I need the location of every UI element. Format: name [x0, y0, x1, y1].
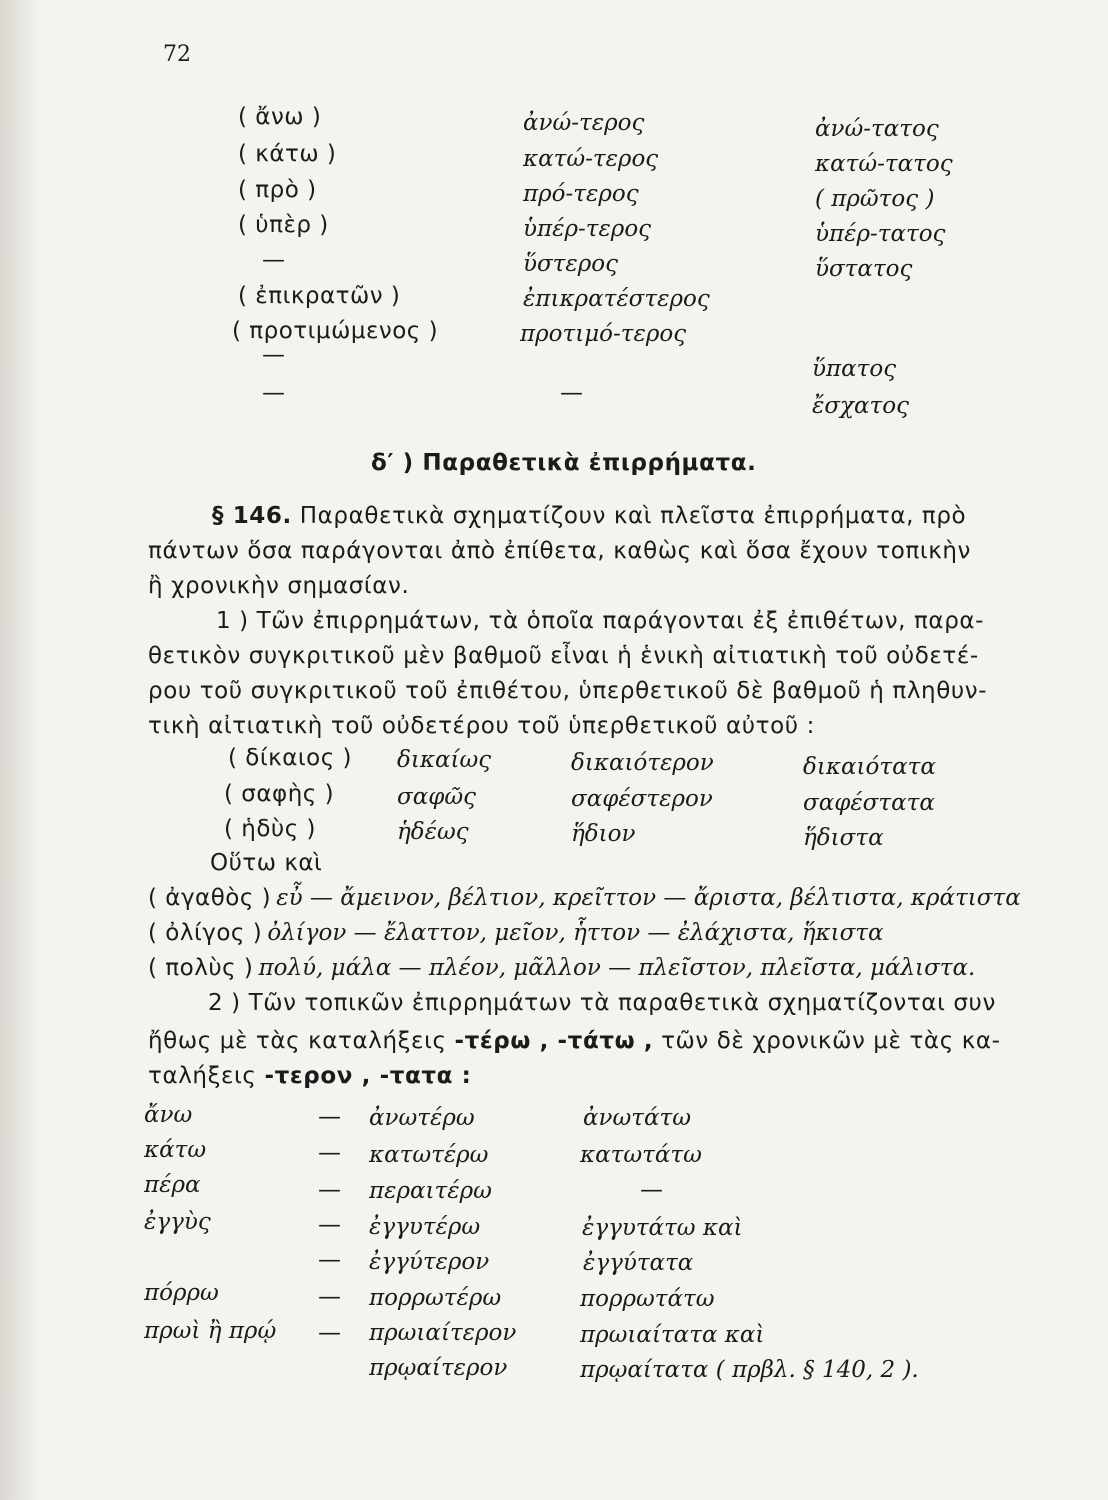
table-cell-adverb: σαφῶς — [397, 784, 476, 810]
table-cell-dash: — — [318, 1140, 342, 1166]
table-cell-dash: — — [318, 1247, 342, 1273]
table-cell-superlative: κατώ-τατος — [815, 151, 953, 177]
paragraph-1-line: θετικὸν συγκριτικοῦ μὲν βαθμοῦ εἶναι ἡ ἑνικὴ αἰτιατικὴ τοῦ οὐδετέ- — [148, 643, 979, 669]
table-cell-comparative: περαιτέρω — [369, 1178, 492, 1204]
irregular-row — [148, 955, 975, 981]
table-cell-comparative: — — [560, 380, 584, 406]
table-cell-base: ( πρὸ ) — [238, 177, 317, 203]
table-cell-dash: — — [318, 1177, 342, 1203]
table-cell-superlative: ὕπατος — [812, 356, 897, 382]
table-cell-superlative: ἥδιστα — [803, 825, 884, 851]
table-cell-comparative: πρωιαίτερον — [369, 1320, 517, 1346]
paragraph-146-text: Παραθετικὰ σχηματίζουν καὶ πλεῖστα ἐπιρρήματα, πρὸ — [291, 503, 967, 529]
table-cell-base: κάτω — [144, 1137, 207, 1163]
page-number: 72 — [163, 42, 191, 67]
table-cell-base: ( κάτω ) — [238, 141, 337, 167]
table-cell-superlative: ἐγγυτάτω καὶ — [582, 1215, 743, 1241]
table-cell-superlative: σαφέστατα — [803, 790, 935, 816]
table-cell-superlative: ἔσχατος — [812, 393, 909, 419]
table-cell-base: ( προτιμώμενος ) — [232, 318, 439, 344]
table-cell-dash: — — [318, 1212, 342, 1238]
table-cell-base: ( ὑπὲρ ) — [238, 212, 329, 238]
table-cell-comparative: προτιμό-τερος — [520, 321, 687, 347]
paragraph-2-text: ἤθως μὲ τὰς καταλήξεις — [148, 1028, 455, 1054]
table-cell-adverb: δικαίως — [397, 747, 492, 773]
table-cell-superlative: ἀνώ-τατος — [815, 116, 939, 142]
table-cell-comparative: ἥδιον — [571, 821, 636, 847]
table-cell-comparative: ἐγγύτερον — [369, 1249, 490, 1275]
table-cell-comparative: ἐγγυτέρω — [369, 1214, 481, 1240]
table-cell-base: ἄνω — [144, 1102, 193, 1128]
table-cell-base: — — [262, 380, 286, 406]
table-cell-comparative: πρῳαίτερον — [369, 1355, 508, 1381]
table-cell-base: πρωὶ ἢ πρῴ — [144, 1318, 277, 1344]
table-cell-superlative: — — [640, 1177, 664, 1203]
table-cell-superlative: δικαιότατα — [803, 754, 936, 780]
table-cell-base: — — [262, 247, 286, 273]
table-cell-comparative: κατωτέρω — [369, 1142, 489, 1168]
table-cell-base: — — [262, 342, 286, 368]
paragraph-1-line: ρου τοῦ συγκριτικοῦ τοῦ ἐπιθέτου, ὑπερθετικοῦ δὲ βαθμοῦ ἡ πληθυν- — [148, 678, 988, 704]
paragraph-146-line: ἢ χρονικὴν σημασίαν. — [148, 573, 410, 599]
table-cell-superlative: ὕστατος — [815, 256, 913, 282]
table-cell-superlative: ἐγγύτατα — [583, 1250, 694, 1276]
table-cell-comparative: σαφέστερον — [571, 786, 713, 812]
table-cell-comparative: ἀνωτέρω — [369, 1105, 475, 1131]
irregular-adjective: ( πολὺς ) — [148, 955, 254, 981]
irregular-row — [148, 885, 1021, 911]
table-cell-base: πέρα — [144, 1172, 201, 1198]
paragraph-2-text: ταλήξεις — [148, 1063, 265, 1089]
table-cell-superlative: πρωιαίτατα καὶ — [580, 1322, 765, 1348]
paragraph-1-line: 1 ) Τῶν ἐπιρρημάτων, τὰ ὁποῖα παράγονται ἐξ ἐπιθέτων, παρα- — [216, 608, 985, 634]
table-cell-dash: — — [318, 1284, 342, 1310]
table-cell-dash: — — [318, 1104, 342, 1130]
table-cell-comparative: πρό-τερος — [523, 181, 639, 207]
table-cell-adverb: ἡδέως — [397, 819, 469, 845]
table-cell-adjective: ( ἡδὺς ) — [224, 816, 317, 842]
irregular-forms: ὀλίγον — ἔλαττον, μεῖον, ἧττον — ἐλάχιστα, ἥκιστα — [267, 920, 884, 946]
irregular-adjective: ( ὀλίγος ) — [148, 920, 263, 946]
table-cell-base: ( ἐπικρατῶν ) — [238, 283, 401, 309]
irregular-forms: πολύ, μάλα — πλέον, μᾶλλον — πλεῖστον, πλεῖστα, μάλιστα. — [258, 955, 976, 981]
paragraph-2-line — [148, 1028, 1008, 1054]
ending-bold: -τέρω , -τάτω , — [454, 1028, 654, 1054]
table-cell-comparative: δικαιότερον — [571, 750, 714, 776]
table-cell-superlative: ( πρῶτος ) — [815, 186, 935, 212]
irregular-row — [148, 920, 884, 946]
section-mark: § 146. — [212, 503, 292, 529]
ending-bold: -τερον , -τατα : — [264, 1063, 472, 1089]
section-heading: δ′ ) Παραθετικὰ ἐπιρρήματα. — [371, 450, 757, 476]
table-cell-superlative: κατωτάτω — [580, 1142, 702, 1168]
irregular-forms: εὖ — ἄμεινον, βέλτιον, κρεῖττον — ἄριστα, βέλτιστα, κράτιστα — [276, 885, 1021, 911]
paragraph-1-line: τικὴ αἰτιατικὴ τοῦ οὐδετέρου τοῦ ὑπερθετικοῦ αὐτοῦ : — [148, 713, 815, 739]
table-cell-base: πόρρω — [144, 1280, 219, 1306]
table-cell-comparative: πορρωτέρω — [369, 1285, 502, 1311]
table-cell-superlative: πορρωτάτω — [580, 1286, 715, 1312]
paragraph-146-line: πάντων ὅσα παράγονται ἀπὸ ἐπίθετα, καθὼς καὶ ὅσα ἔχουν τοπικὴν — [148, 538, 972, 564]
table-cell-adjective: ( σαφὴς ) — [224, 781, 335, 807]
table-cell-superlative: ἀνωτάτω — [583, 1105, 692, 1131]
table-cell-superlative: πρῳαίτατα ( πρβλ. § 140, 2 ). — [580, 1357, 919, 1383]
paragraph-2-line — [148, 1063, 1008, 1089]
irregular-adjective: ( ἀγαθὸς ) — [148, 885, 272, 911]
table-cell-superlative: ὑπέρ-τατος — [815, 221, 946, 247]
table-cell-comparative: κατώ-τερος — [523, 146, 659, 172]
paragraph-2-text: τῶν δὲ χρονικῶν μὲ τὰς κα- — [653, 1028, 1001, 1054]
table-cell-adjective: ( δίκαιος ) — [228, 745, 352, 771]
outo-kai-label: Οὕτω καὶ — [210, 850, 323, 876]
paragraph-2-line: 2 ) Τῶν τοπικῶν ἐπιρρημάτων τὰ παραθετικὰ σχηματίζονται συν — [208, 990, 996, 1016]
table-cell-comparative: ἀνώ-τερος — [523, 110, 645, 136]
page-gutter-shadow — [0, 0, 40, 1500]
table-cell-dash: — — [318, 1320, 342, 1346]
paragraph-146-line — [212, 503, 1072, 529]
table-cell-base: ἐγγὺς — [144, 1209, 211, 1235]
table-cell-comparative: ὑπέρ-τερος — [523, 216, 652, 242]
table-cell-base: ( ἄνω ) — [238, 104, 322, 130]
table-cell-comparative: ὕστερος — [523, 251, 618, 277]
table-cell-comparative: ἐπικρατέστερος — [523, 286, 710, 312]
